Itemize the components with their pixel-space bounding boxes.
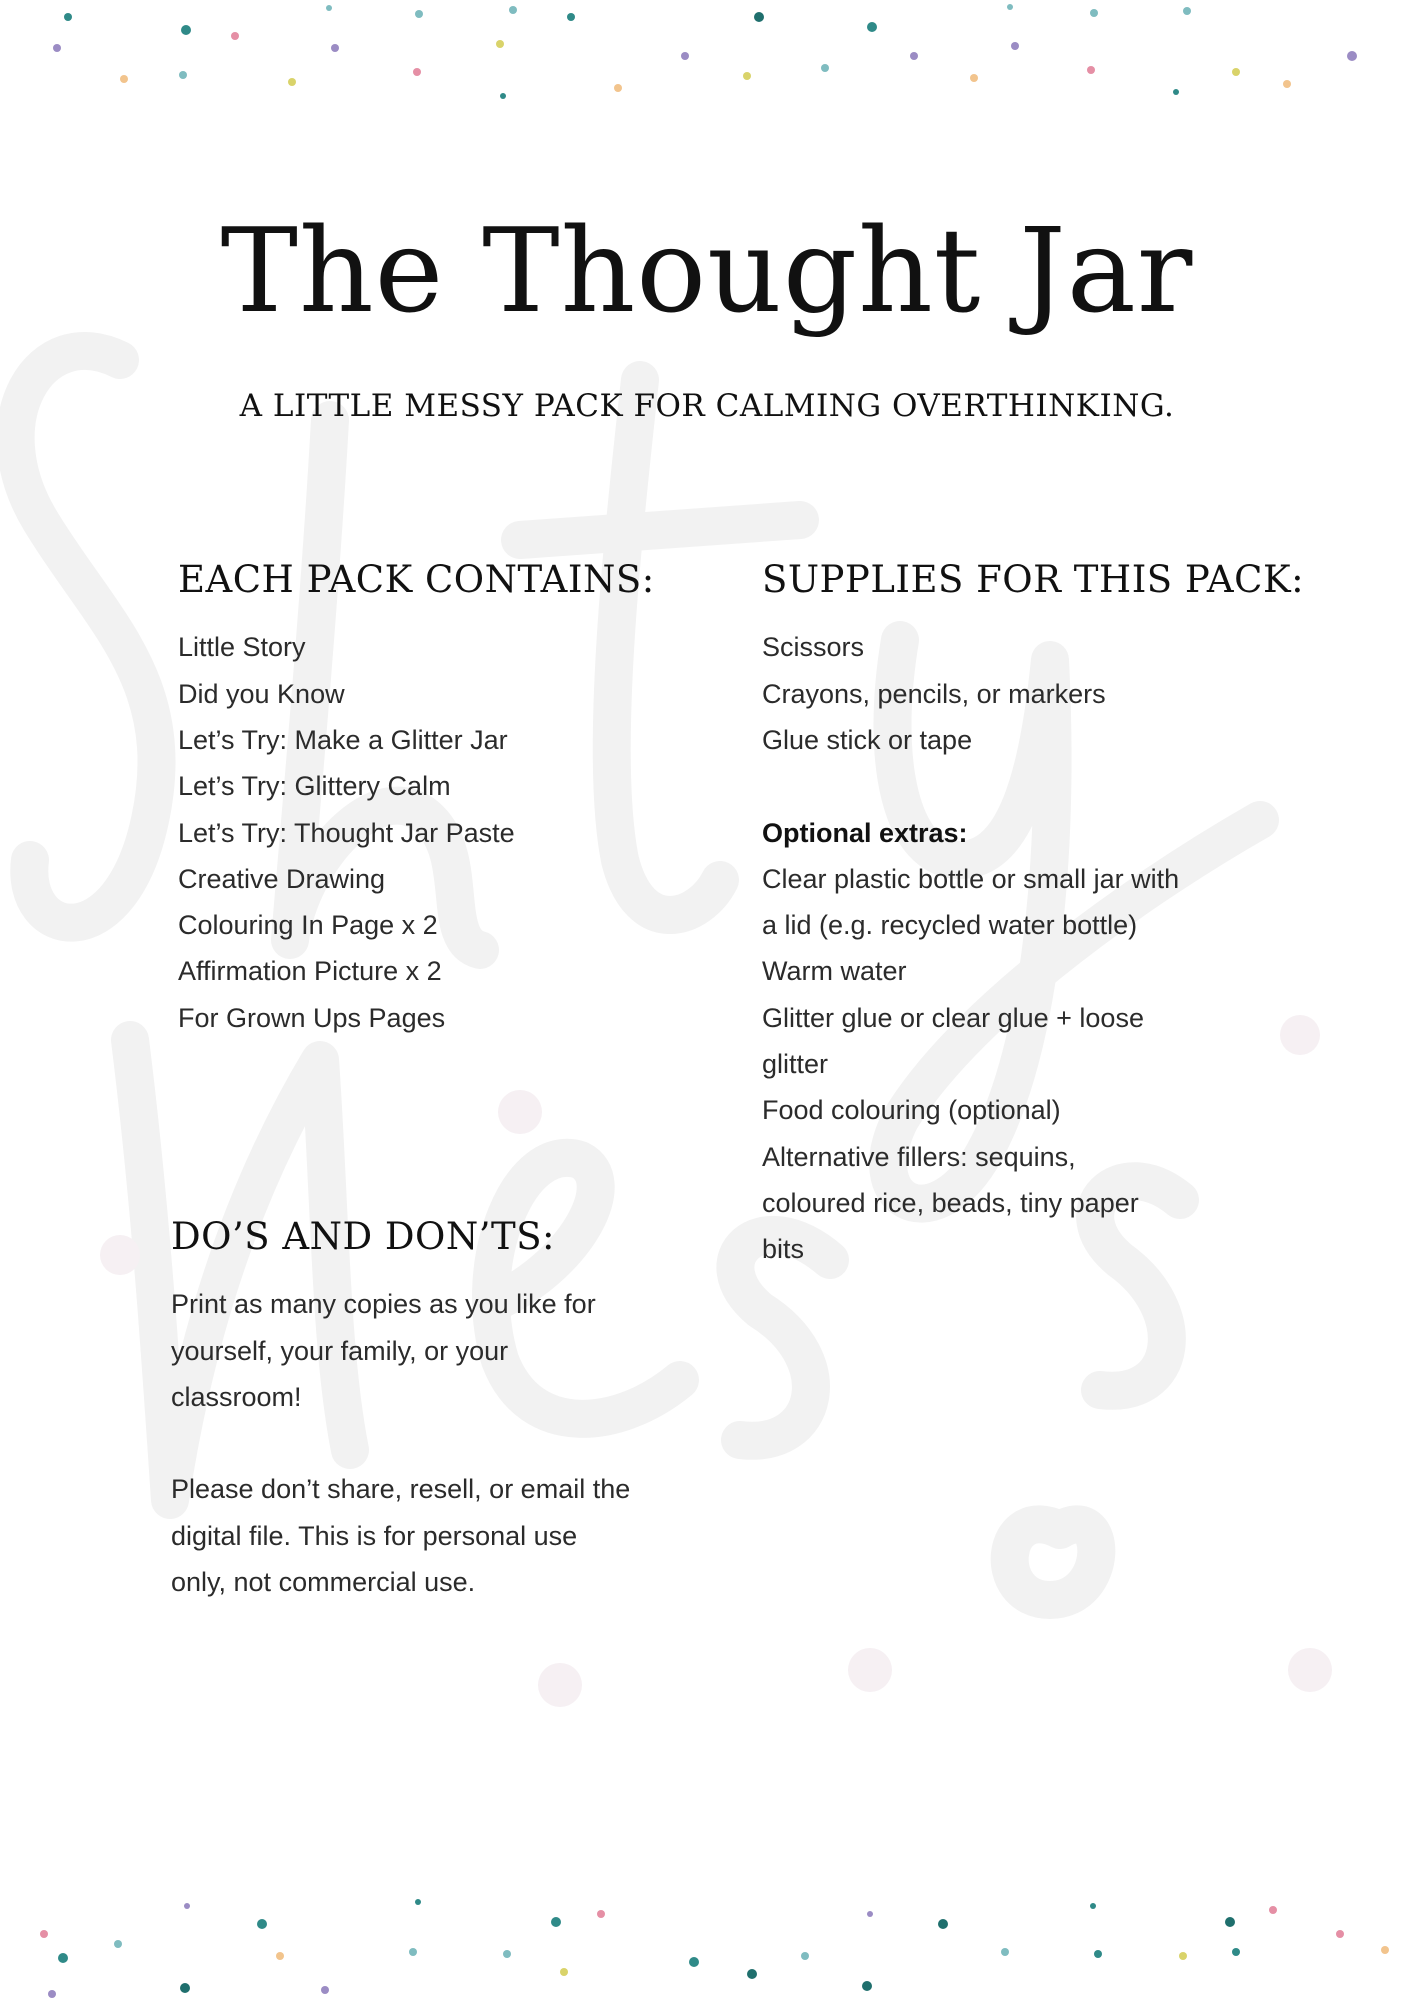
list-item: Colouring In Page x 2 xyxy=(178,910,438,941)
page-subtitle: A LITTLE MESSY PACK FOR CALMING OVERTHINKING. xyxy=(239,388,1175,424)
list-item: glitter xyxy=(762,1049,829,1080)
dos-and-donts-section xyxy=(171,1215,631,1605)
list-item: Food colouring (optional) xyxy=(762,1095,1061,1126)
list-item: Let’s Try: Thought Jar Paste xyxy=(178,817,515,848)
confetti-border-top xyxy=(0,0,1414,120)
list-item: Crayons, pencils, or markers xyxy=(762,678,1106,709)
list-item: Scissors xyxy=(762,632,865,663)
list-item: Creative Drawing xyxy=(178,863,386,894)
pack-contents-heading: EACH PACK CONTAINS: xyxy=(178,558,655,601)
list-item: For Grown Ups Pages xyxy=(178,1002,446,1033)
optional-extras-label: Optional extras: xyxy=(762,817,968,848)
usage-permission-text: Print as many copies as you like for yourself, your family, or your classroom! xyxy=(171,1289,596,1412)
list-spacer xyxy=(762,763,1362,809)
list-item: Warm water xyxy=(762,956,907,987)
list-item: Alternative fillers: sequins, xyxy=(762,1141,1076,1172)
list-item: bits xyxy=(762,1234,805,1265)
pack-contents-list xyxy=(178,624,698,1041)
confetti-border-bottom xyxy=(0,1870,1414,2000)
supplies-section xyxy=(762,558,1362,1273)
list-item: Little Story xyxy=(178,632,306,663)
list-item: Affirmation Picture x 2 xyxy=(178,956,442,987)
list-item: Let’s Try: Glittery Calm xyxy=(178,771,451,802)
usage-restriction-text: Please don’t share, resell, or email the digital file. This is for personal use only, not commercial use. xyxy=(171,1474,631,1597)
pack-contents-section xyxy=(178,558,698,1041)
supplies-heading: SUPPLIES FOR THIS PACK: xyxy=(762,558,1305,601)
list-item: a lid (e.g. recycled water bottle) xyxy=(762,910,1138,941)
supplies-list xyxy=(762,624,1362,1272)
list-item: Glue stick or tape xyxy=(762,724,973,755)
list-item: Glitter glue or clear glue + loose xyxy=(762,1002,1144,1033)
list-item: Let’s Try: Make a Glitter Jar xyxy=(178,724,508,755)
dos-and-donts-heading: DO’S AND DON’TS: xyxy=(171,1215,556,1258)
list-item: coloured rice, beads, tiny paper xyxy=(762,1187,1139,1218)
page-title: The Thought Jar xyxy=(220,204,1194,339)
list-item: Did you Know xyxy=(178,678,345,709)
list-item: Clear plastic bottle or small jar with xyxy=(762,863,1180,894)
